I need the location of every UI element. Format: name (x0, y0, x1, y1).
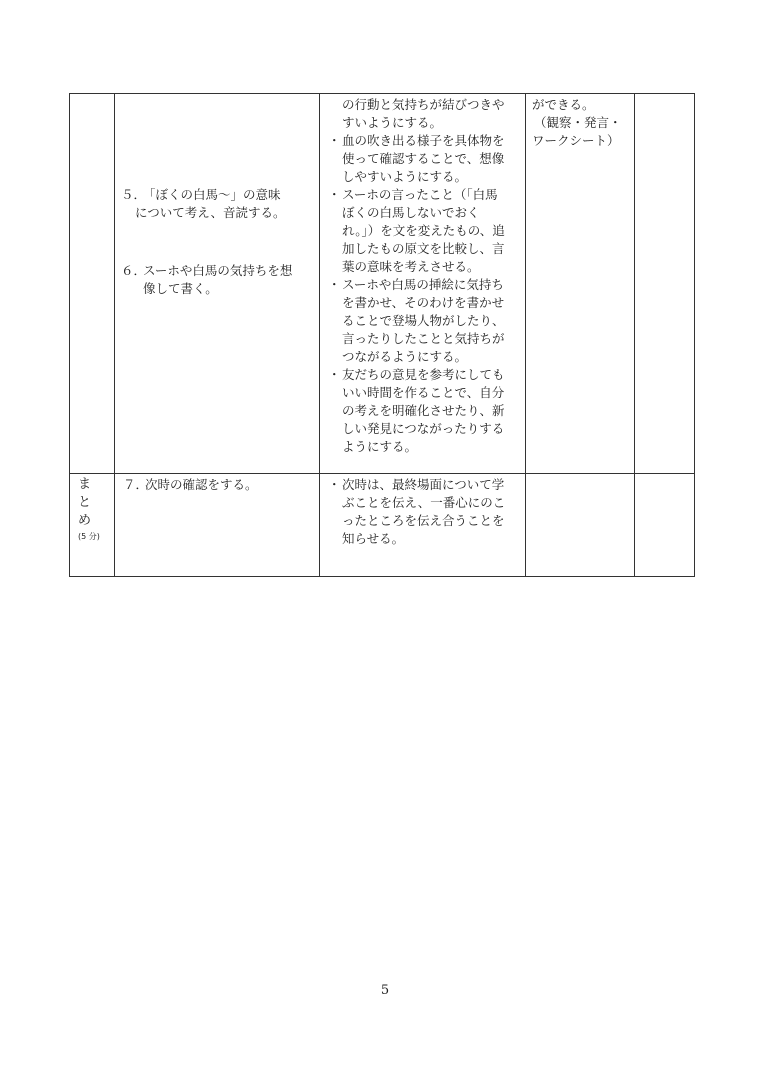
phase-cell (70, 94, 115, 474)
evaluation-cell (526, 94, 635, 474)
point-line: の考えを明確化させたり、新 (342, 403, 505, 418)
point-line: 葉の意味を考えさせる。 (342, 259, 480, 274)
point-item (328, 366, 519, 456)
activity-step (121, 262, 319, 298)
point-item (328, 186, 519, 276)
point-line: 血の吹き出る様子を具体物を (342, 133, 505, 148)
step-text: について考え、音読する。 (135, 205, 286, 220)
point-line: 使って確認することで、想像 (342, 151, 505, 166)
bullet: ・ (328, 477, 341, 492)
phase-char: め (78, 513, 92, 528)
point-item (328, 276, 519, 366)
point-line: ようにする。 (342, 439, 418, 454)
point-line: 知らせる。 (342, 531, 405, 546)
bullet: ・ (328, 277, 341, 292)
point-item (328, 132, 519, 186)
step-text: スーホや白馬の気持ちを想 (143, 263, 293, 278)
phase-char: と (78, 495, 92, 510)
evaluation-line: ワークシート） (532, 133, 620, 148)
point-line: の行動と気持ちが結びつきや (342, 97, 505, 112)
step-text: 次時の確認をする。 (145, 477, 258, 492)
step-text: 像して書く。 (143, 281, 218, 296)
point-line: いい時間を作ることで、自分 (342, 385, 505, 400)
phase-char: ま (78, 477, 92, 492)
point-line: 加したもの原文を比較し、言 (342, 241, 505, 256)
point-line: 友だちの意見を参考にしても (342, 367, 505, 382)
point-line: スーホの言ったこと（「白馬 (342, 187, 498, 202)
point-line: しやすいようにする。 (342, 169, 468, 184)
phase-minutes: (5 分) (78, 532, 100, 541)
phase-cell (70, 474, 115, 577)
step-number: ６． (121, 263, 147, 278)
point-line: スーホや白馬の挿絵に気持ち (342, 277, 504, 292)
activity-cell (115, 474, 320, 577)
bullet: ・ (328, 187, 341, 202)
evaluation-line: （観察・発言・ (534, 115, 622, 130)
activity-step (121, 186, 319, 222)
table-row (70, 474, 695, 577)
point-line: ぶことを伝え、一番心にのこ (342, 495, 506, 510)
support-points-cell (320, 474, 526, 577)
point-line: しい発見につながったりする (342, 421, 505, 436)
point-item (328, 476, 519, 548)
evaluation-line: ができる。 (532, 97, 595, 112)
point-line: ったところを伝え合うことを (342, 513, 505, 528)
notes-cell (635, 94, 695, 474)
evaluation-cell (526, 474, 635, 577)
notes-cell (635, 474, 695, 577)
bullet: ・ (328, 367, 341, 382)
point-line: ることで登場人物がしたり、 (342, 313, 505, 328)
point-line: 言ったりしたことと気持ちが (342, 331, 505, 346)
step-text: 「ぼくの白馬〜」の意味 (143, 187, 281, 202)
table-row (70, 94, 695, 474)
bullet: ・ (328, 133, 341, 148)
point-line: れ。」）を文を変えたもの、追 (342, 223, 505, 238)
point-line: を書かせ、そのわけを書かせ (342, 295, 505, 310)
step-number: ５． (121, 187, 147, 202)
support-points-cell (320, 94, 526, 474)
point-line: 次時は、最終場面について学 (342, 477, 505, 492)
step-number: ７． (123, 477, 149, 492)
point-line: すいようにする。 (342, 115, 443, 130)
lesson-plan-table (69, 93, 695, 577)
point-line: ぼくの白馬しないでおく (342, 205, 480, 220)
point-line: つながるようにする。 (342, 349, 468, 364)
activity-cell (115, 94, 320, 474)
page-number: 5 (380, 983, 390, 998)
